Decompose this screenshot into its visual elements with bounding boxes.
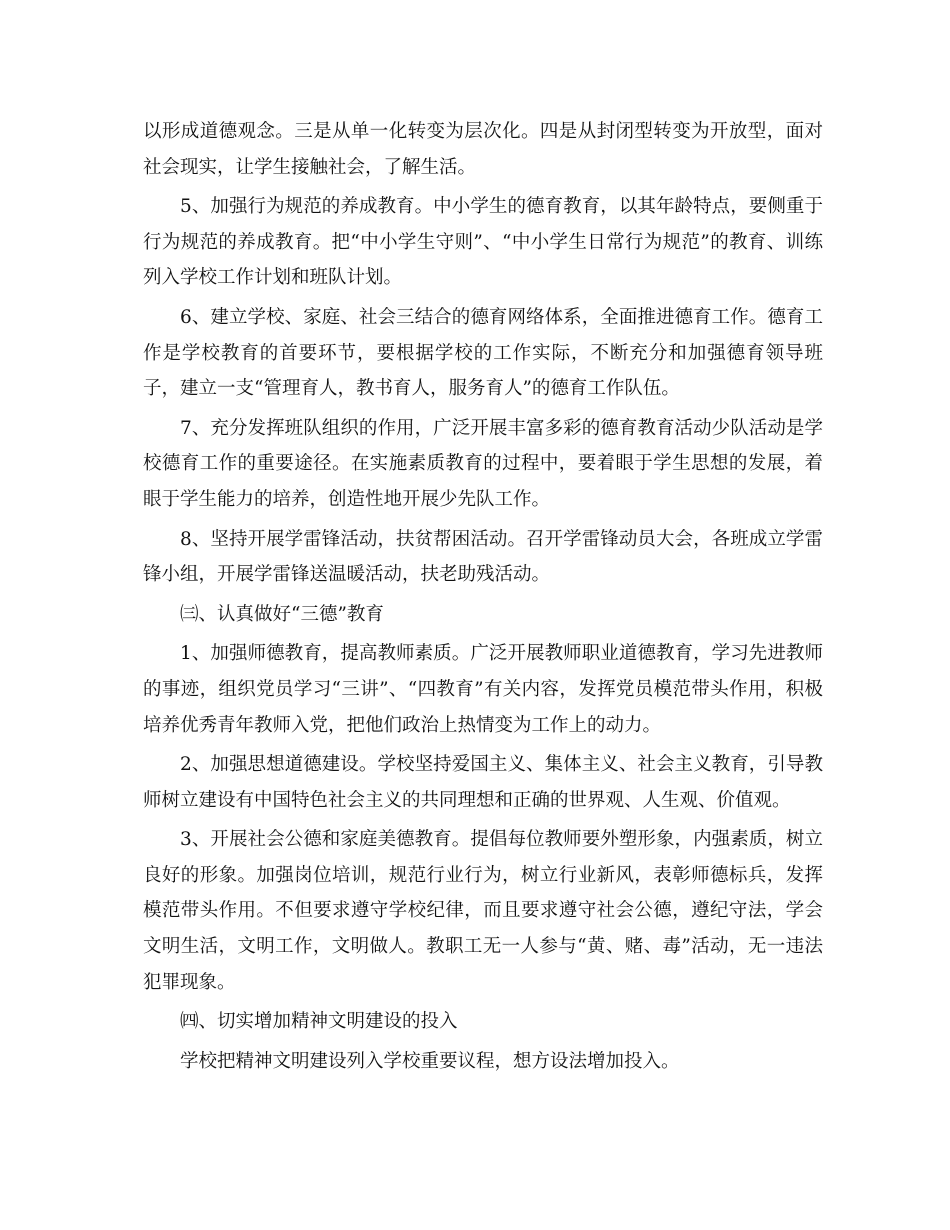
paragraph-item-5: 5、加强行为规范的养成教育。中小学生的德育教育，以其年龄特点，要侧重于行为规范的养成教育。把“中小学生守则”、“中小学生日常行为规范”的教育、训练列入学校工作计划和班队计划。 — [143, 196, 823, 289]
section-heading-3: ㈢、认真做好“三德”教育 — [180, 603, 384, 625]
paragraph-sub-2: 2、加强思想道德建设。学校坚持爱国主义、集体主义、社会主义教育，引导教师树立建设有中国特色社会主义的共同理想和正确的世界观、人生观、价值观。 — [143, 754, 823, 811]
paragraph-continued: 以形成道德观念。三是从单一化转变为层次化。四是从封闭型转变为开放型，面对社会现实，让学生接触社会，了解生活。 — [143, 121, 823, 178]
paragraph-sub-1: 1、加强师德教育，提高教师素质。广泛开展教师职业道德教育，学习先进教师的事迹，组织党员学习“三讲”、“四教育”有关内容，发挥党员模范带头作用，积极培养优秀青年教师入党，把他们政治上热情变为工作上的动力。 — [143, 643, 823, 736]
document-body — [143, 114, 823, 1083]
paragraph-item-6: 6、建立学校、家庭、社会三结合的德育网络体系，全面推进德育工作。德育工作是学校教育的首要环节，要根据学校的工作实际，不断充分和加强德育领导班子，建立一支“管理育人，教书育人，服务育人”的德育工作队伍。 — [143, 306, 823, 400]
paragraph-sub-3: 3、开展社会公德和家庭美德教育。提倡每位教师要外塑形象，内强素质，树立良好的形象。加强岗位培训，规范行业行为，树立行业新风，表彰师德标兵，发挥模范带头作用。不但要求遵守学校纪律，而且要求遵守社会公德，遵纪守法，学会文明生活，文明工作，文明做人。教职工无一人参与“黄、赌、毒”活动，无一违法犯罪现象。 — [143, 829, 823, 993]
paragraph-item-7: 7、充分发挥班队组织的作用，广泛开展丰富多彩的德育教育活动少队活动是学校德育工作的重要途径。在实施素质教育的过程中，要着眼于学生思想的发展，着眼于学生能力的培养，创造性地开展少先队工作。 — [143, 417, 823, 510]
paragraph-closing: 学校把精神文明建设列入学校重要议程，想方设法增加投入。 — [180, 1050, 680, 1072]
paragraph-item-8: 8、坚持开展学雷锋活动，扶贫帮困活动。召开学雷锋动员大会，各班成立学雷锋小组，开展学雷锋送温暖活动，扶老助残活动。 — [143, 528, 823, 586]
section-heading-4: ㈣、切实增加精神文明建设的投入 — [180, 1011, 458, 1033]
